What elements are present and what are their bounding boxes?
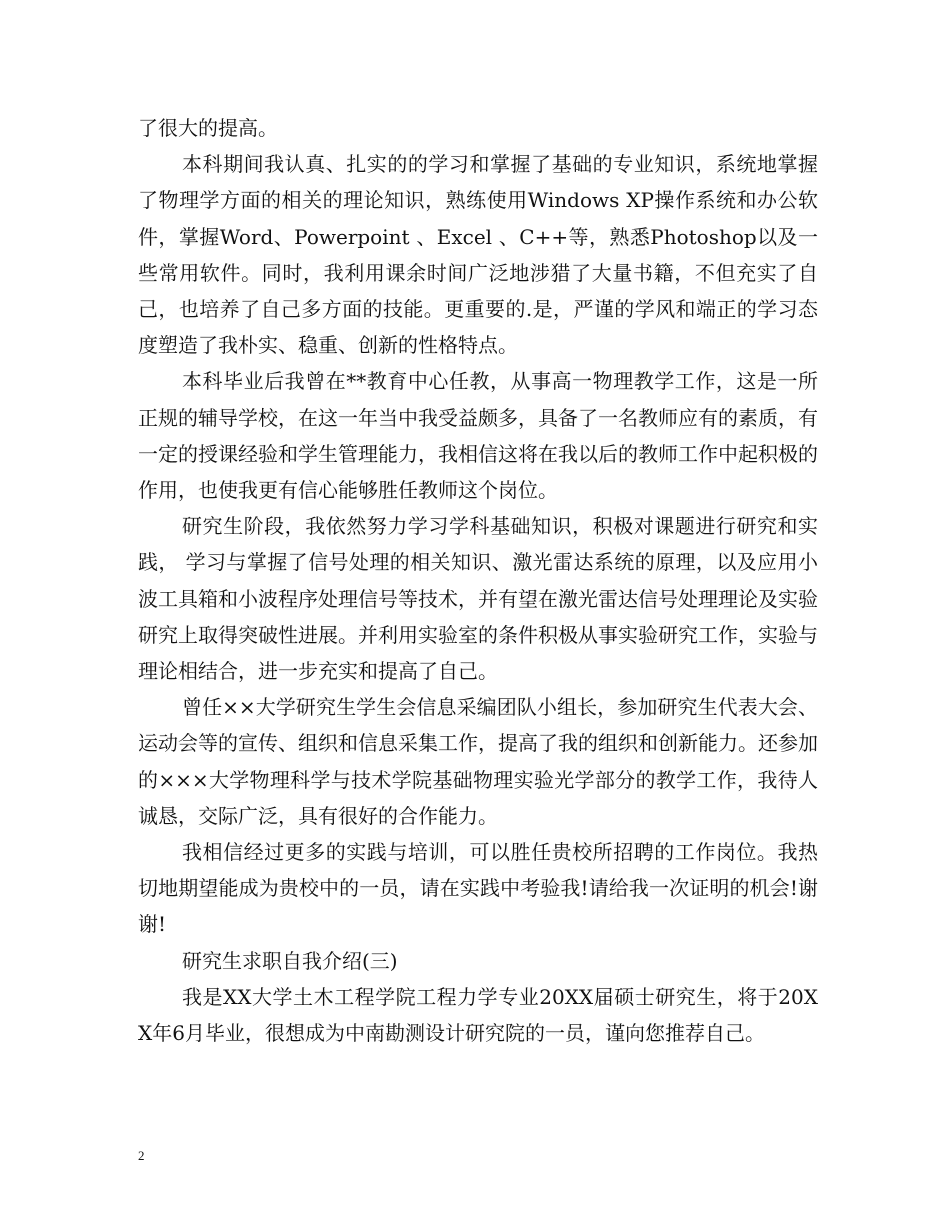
paragraph-graduate-research: 研究生阶段，我依然努力学习学科基础知识，积极对课题进行研究和实践， 学习与掌握了信号处理的相关知识、激光雷达系统的原理，以及应用小波工具箱和小波程序处理信号等技术，并有望在激光雷达信号处理理论及实验研究上取得突破性进展。并利用实验室的条件积极从事实验研究工作，实验与理论相结合，进一步充实和提高了自己。 (138, 514, 818, 684)
page-number: 2 (138, 1148, 145, 1163)
paragraph-continuation: 了很大的提高。 (138, 116, 278, 140)
paragraph-student-union: 曾任××大学研究生学生会信息采编团队小组长，参加研究生代表大会、运动会等的宣传、组织和信息采集工作，提高了我的组织和创新能力。还参加的×××大学物理科学与技术学院基础物理实验光学部分的教学工作，我待人诚恳，交际广泛，具有很好的合作能力。 (138, 695, 818, 828)
document-body (138, 110, 818, 1051)
section-heading: 研究生求职自我介绍(三) (182, 948, 398, 973)
paragraph-undergrad-study: 本科期间我认真、扎实的的学习和掌握了基础的专业知识，系统地掌握了物理学方面的相关的理论知识，熟练使用Windows XP操作系统和办公软件，掌握Word、Powerpoint 、Excel 、C++等，熟悉Photoshop以及一些常用软件。同时，我利用课余时间广泛地涉猎了大量书籍，不但充实了自己，也培养了自己多方面的技能。更重要的.是，严谨的学风和端正的学习态度塑造了我朴实、稳重、创新的性格特点。 (138, 152, 818, 358)
paragraph-closing: 我相信经过更多的实践与培训，可以胜任贵校所招聘的工作岗位。我热切地期望能成为贵校中的一员，请在实践中考验我!请给我一次证明的机会!谢谢! (138, 840, 818, 937)
paragraph-teaching-experience: 本科毕业后我曾在**教育中心任教，从事高一物理教学工作，这是一所正规的辅导学校，在这一年当中我受益颇多，具备了一名教师应有的素质，有一定的授课经验和学生管理能力，我相信这将在我以后的教师工作中起积极的作用，也使我更有信心能够胜任教师这个岗位。 (138, 369, 818, 503)
paragraph-self-introduction: 我是XX大学土木工程学院工程力学专业20XX届硕士研究生，将于20XX年6月毕业，很想成为中南勘测设计研究院的一员，谨向您推荐自己。 (138, 984, 818, 1046)
